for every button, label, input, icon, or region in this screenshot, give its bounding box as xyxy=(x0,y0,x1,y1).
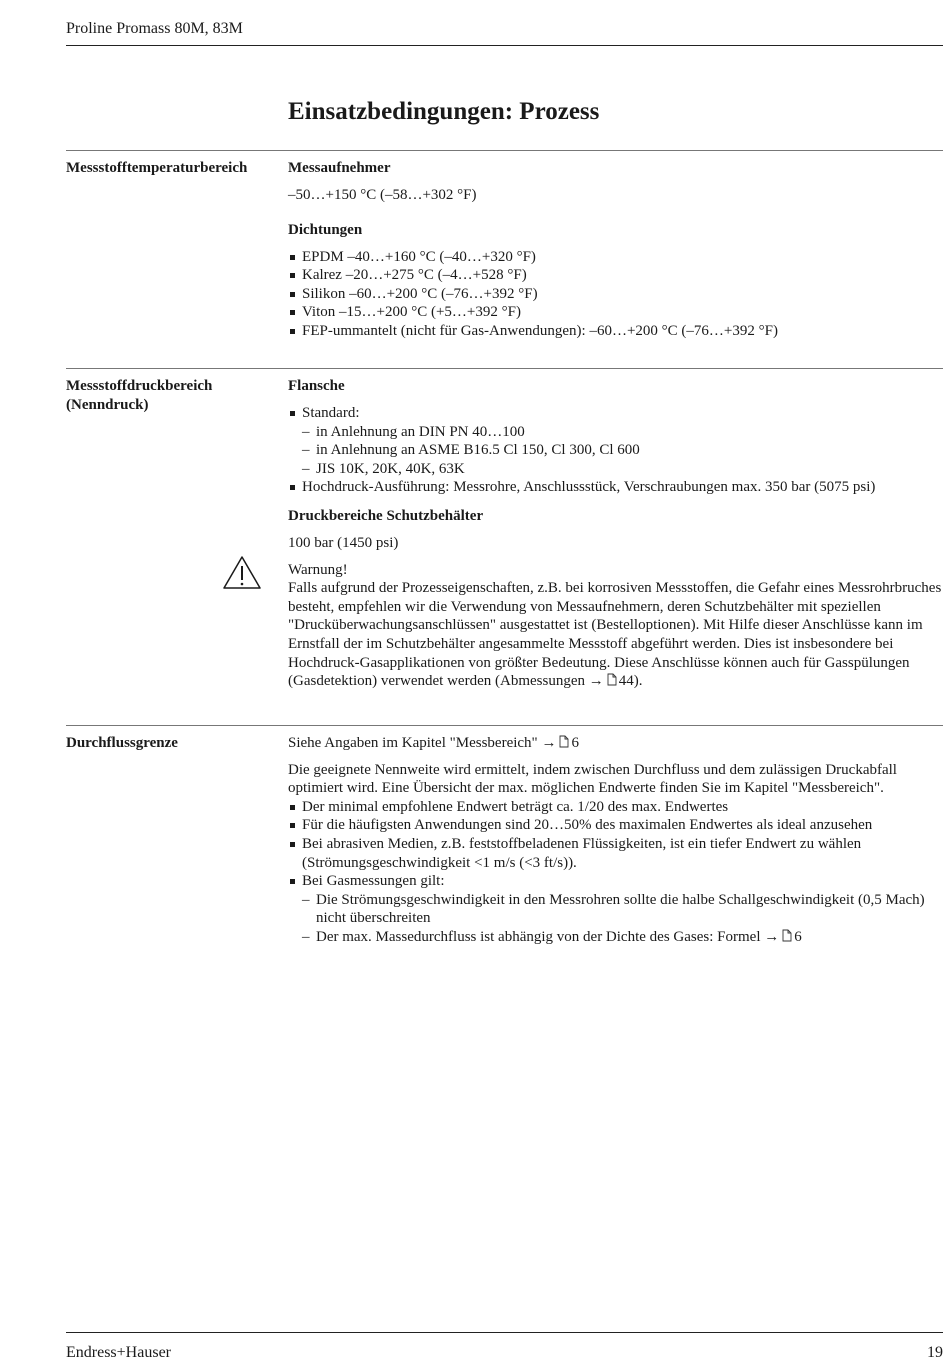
section-label: Messstofftemperaturbereich xyxy=(66,160,248,176)
list-item-label: Bei Gasmessungen gilt: xyxy=(302,873,445,890)
page-title: Einsatzbedingungen: Prozess xyxy=(288,98,600,125)
list-item: Bei abrasiven Medien, z.B. feststoffbeladenen Flüssigkeiten, ist ein tiefer Endwert zu wählen (Strömungsgeschwindigkeit <1 m/s (<3 ft/s)). xyxy=(288,835,944,872)
warning-title: Warnung! xyxy=(288,561,348,578)
flow-list xyxy=(288,798,944,947)
section-label-line: Messstoffdruckbereich xyxy=(66,378,213,394)
list-item xyxy=(288,872,944,946)
seal-list xyxy=(288,248,944,341)
header-title: Proline Promass 80M, 83M xyxy=(66,20,243,37)
list-item-label: Standard: xyxy=(302,405,360,421)
sublist-item-text: Der max. Massedurchfluss ist abhängig von der Dichte des Gases: Formel xyxy=(316,928,761,945)
section-label-line: (Nenndruck) xyxy=(66,397,149,413)
section-label xyxy=(66,377,271,415)
list-item xyxy=(288,404,944,478)
section-label: Durchflussgrenze xyxy=(66,735,178,751)
page-reference-icon xyxy=(607,673,617,686)
flow-intro-text: Siehe Angaben im Kapitel "Messbereich" xyxy=(288,735,538,751)
list-item: FEP-ummantelt (nicht für Gas-Anwendungen): –60…+200 °C (–76…+392 °F) xyxy=(288,322,944,341)
arrow-icon: → xyxy=(764,928,780,945)
page-number: 19 xyxy=(927,1344,943,1361)
sublist-item xyxy=(302,928,944,947)
page-footer xyxy=(66,1332,943,1361)
section-body xyxy=(288,734,944,947)
warning-text xyxy=(288,579,944,691)
warning-end: ). xyxy=(633,673,643,690)
sublist-item: – Die Strömungsgeschwindigkeit in den Messrohren sollte die halbe Schallgeschwindigkeit (0,5 Mach) nicht überschreiten xyxy=(302,891,944,928)
warning-paragraph: Falls aufgrund der Prozesseigenschaften, z.B. bei korrosiven Messstoffen, die Gefahr eines Messrohrbruches besteht, empfehlen wir die Verwendung von Messaufnehmern, deren Schutzbehälter mit speziellen "Drucküberwachungsanschlüssen" ausgestattet ist (Bestelloptionen). Mit Hilfe dieser Anschlüsse kann im Ernstfall der im Schutzbehälter angesammelte Messstoff abgeführt werden. Dies ist insbesondere bei Hochdruck-Gasapplikationen von größter Bedeutung. Diese Anschlüsse können auch für Gasspülungen (Gasdetektion) verwendet werden (Abmessungen xyxy=(288,580,942,690)
sublist-item: – JIS 10K, 20K, 40K, 63K xyxy=(302,460,944,479)
sublist-item: – in Anlehnung an ASME B16.5 Cl 150, Cl 300, Cl 600 xyxy=(302,441,944,460)
list-item: Für die häufigsten Anwendungen sind 20…50% des maximalen Endwertes als ideal anzusehen xyxy=(288,816,944,835)
arrow-icon: → xyxy=(541,735,557,751)
pressure-value: 100 bar (1450 psi) xyxy=(288,534,399,551)
list-item: Hochdruck-Ausführung: Messrohre, Anschlussstück, Verschraubungen max. 350 bar (5075 psi) xyxy=(288,478,944,497)
subheading-schutzbehaelter: Druckbereiche Schutzbehälter xyxy=(288,507,484,524)
page-reference: 44 xyxy=(618,673,634,690)
temperature-range: –50…+150 °C (–58…+302 °F) xyxy=(288,187,477,203)
flow-paragraph: Die geeignete Nennweite wird ermittelt, indem zwischen Durchfluss und dem zulässigen Druckabfall optimiert wird. Eine Übersicht der max. möglichen Endwerte finden Sie im Kapitel "Messbereich". xyxy=(288,761,897,797)
section-temperature xyxy=(66,150,943,369)
page-reference: 6 xyxy=(571,735,579,751)
gas-sublist xyxy=(302,891,944,947)
warning-block xyxy=(288,561,944,691)
subheading-messaufnehmer: Messaufnehmer xyxy=(288,160,391,176)
page-header xyxy=(66,19,943,46)
arrow-icon: → xyxy=(588,673,604,690)
section-body xyxy=(288,377,944,691)
subheading-dichtungen: Dichtungen xyxy=(288,221,363,238)
section-body xyxy=(288,159,944,341)
standard-sublist xyxy=(302,423,944,479)
subheading-flansche: Flansche xyxy=(288,378,345,394)
list-item: Silikon –60…+200 °C (–76…+392 °F) xyxy=(288,285,944,304)
page-reference: 6 xyxy=(794,928,802,945)
section-flow xyxy=(66,725,943,966)
page-reference-icon xyxy=(782,929,792,942)
list-item: Der minimal empfohlene Endwert beträgt ca. 1/20 des max. Endwertes xyxy=(288,798,944,817)
section-pressure xyxy=(66,368,943,726)
flange-list xyxy=(288,404,944,497)
list-item: Kalrez –20…+275 °C (–4…+528 °F) xyxy=(288,266,944,285)
flow-intro xyxy=(288,734,944,753)
list-item: Viton –15…+200 °C (+5…+392 °F) xyxy=(288,303,944,322)
warning-icon xyxy=(222,555,262,591)
page-reference-icon xyxy=(559,735,569,748)
footer-company: Endress+Hauser xyxy=(66,1344,171,1361)
sublist-item: – in Anlehnung an DIN PN 40…100 xyxy=(302,423,944,442)
list-item: EPDM –40…+160 °C (–40…+320 °F) xyxy=(288,248,944,267)
